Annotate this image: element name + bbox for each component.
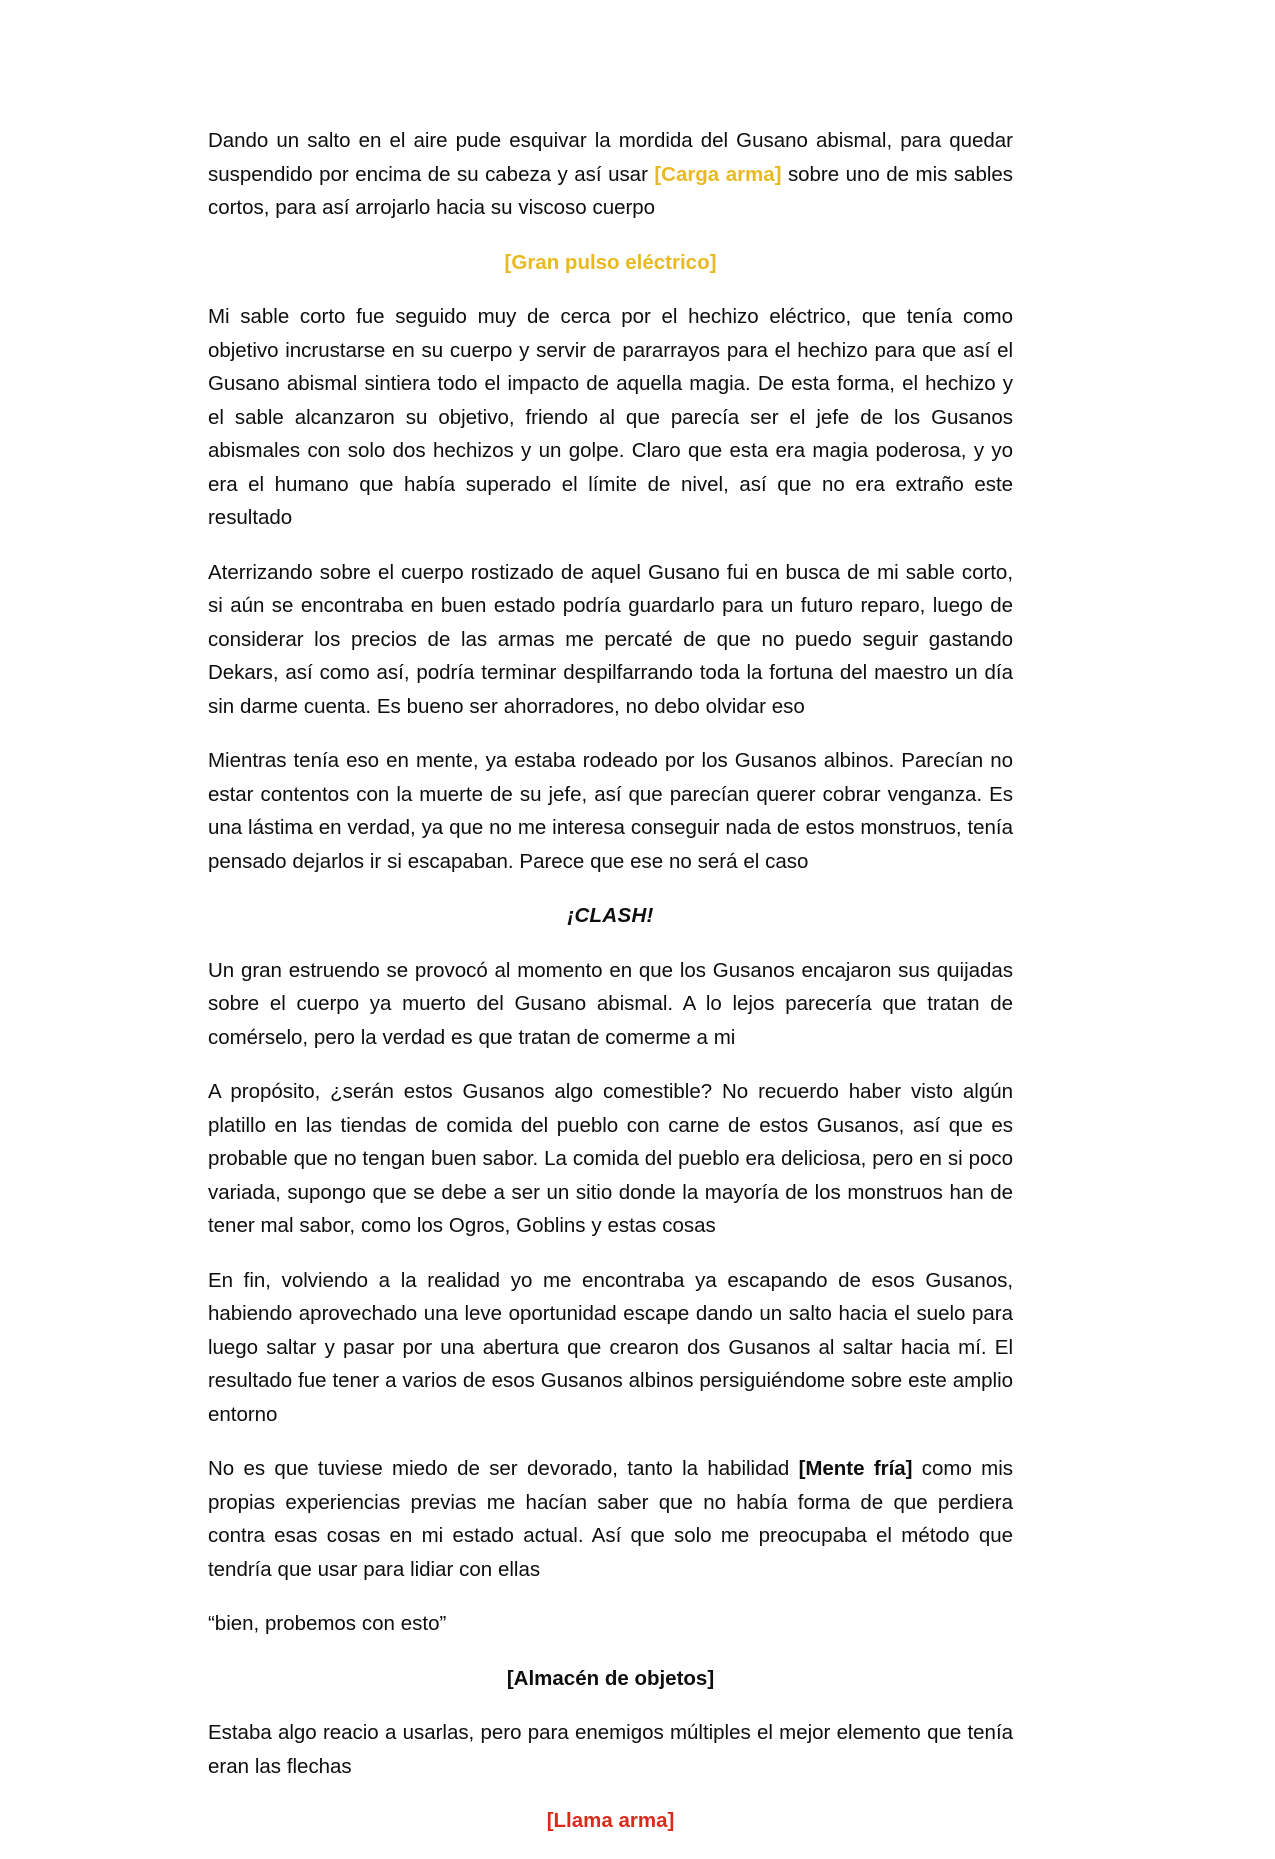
paragraph-5: Un gran estruendo se provocó al momento en que los Gusanos encajaron sus quijadas sobre el cuerpo ya muerto del Gusano abismal. A lo lejos parecería que tratan de comérselo, pero la verdad es que tratan de comerme a mi bbox=[208, 958, 1013, 1049]
paragraph-4: Mientras tenía eso en mente, ya estaba rodeado por los Gusanos albinos. Parecían no estar contentos con la muerte de su jefe, así que parecían querer cobrar venganza. Es una lástima en verdad, ya que no me interesa conseguir nada de estos monstruos, tenía pensado dejarlos ir si escapaban. Parece que ese no será el caso bbox=[208, 749, 1013, 873]
paragraph-9-dialogue: “bien, probemos con esto” bbox=[208, 1612, 447, 1635]
paragraph-3: Aterrizando sobre el cuerpo rostizado de aquel Gusano fui en busca de mi sable corto, si aún se encontraba en buen estado podría guardarlo para un futuro reparo, luego de considerar los precios de las armas me percaté de que no puedo seguir gastando Dekars, así como así, podría terminar despilfarrando toda la fortuna del maestro un día sin darme cuenta. Es bueno ser ahorradores, no debo olvidar eso bbox=[208, 560, 1013, 718]
paragraph-8-text-after: como mis propias experiencias previas me hacían saber que no había forma de que perdiera contra esas cosas en mi estado actual. Así que solo me preocupaba el método que tendría que usar para lidiar con ellas bbox=[208, 1457, 1013, 1581]
paragraph-6: A propósito, ¿serán estos Gusanos algo comestible? No recuerdo haber visto algún platillo en las tiendas de comida del pueblo con carne de estos Gusanos, así que es probable que no tengan buen sabor. La comida del pueblo era deliciosa, pero en si poco variada, supongo que se debe a ser un sitio donde la mayoría de los monstruos han de tener mal sabor, como los Ogros, Goblins y estas cosas bbox=[208, 1080, 1013, 1237]
heading-almacen-de-objetos: [Almacén de objetos] bbox=[506, 1666, 715, 1690]
paragraph-1 bbox=[208, 124, 1013, 225]
skill-tag-carga-arma: [Carga arma] bbox=[654, 162, 782, 186]
paragraph-1-text-before: Dando un salto en el aire pude esquivar la mordida del Gusano abismal, para quedar suspendido por encima de su cabeza y así usar bbox=[208, 129, 1013, 186]
heading-llama-arma: [Llama arma] bbox=[546, 1809, 675, 1832]
document-body bbox=[208, 124, 1013, 1859]
heading-gran-pulso-electrico: [Gran pulso eléctrico] bbox=[504, 250, 717, 274]
heading-clash: ¡CLASH! bbox=[567, 904, 654, 927]
skill-tag-mente-fria: [Mente fría] bbox=[798, 1457, 913, 1480]
paragraph-7: En fin, volviendo a la realidad yo me encontraba ya escapando de esos Gusanos, habiendo aprovechado una leve oportunidad escape dando un salto hacia el suelo para luego saltar y pasar por una abertura que crearon dos Gusanos al saltar hacia mí. El resultado fue tener a varios de esos Gusanos albinos persiguiéndome sobre este amplio entorno bbox=[208, 1268, 1013, 1426]
paragraph-8-text-before: No es que tuviese miedo de ser devorado, tanto la habilidad bbox=[208, 1457, 799, 1480]
paragraph-1-text-after: sobre uno de mis sables cortos, para así arrojarlo hacia su viscoso cuerpo bbox=[208, 162, 1013, 219]
paragraph-2: Mi sable corto fue seguido muy de cerca por el hechizo eléctrico, que tenía como objetivo incrustarse en su cuerpo y servir de pararrayos para el hechizo para que así el Gusano abismal sintiera todo el impacto de aquella magia. De esta forma, el hechizo y el sable alcanzaron su objetivo, friendo al que parecía ser el jefe de los Gusanos abismales con solo dos hechizos y un golpe. Claro que esta era magia poderosa, y yo era el humano que había superado el límite de nivel, así que no era extraño este resultado bbox=[208, 305, 1013, 529]
paragraph-8 bbox=[208, 1452, 1013, 1586]
paragraph-10: Estaba algo reacio a usarlas, pero para enemigos múltiples el mejor elemento que tenía eran las flechas bbox=[208, 1721, 1013, 1778]
